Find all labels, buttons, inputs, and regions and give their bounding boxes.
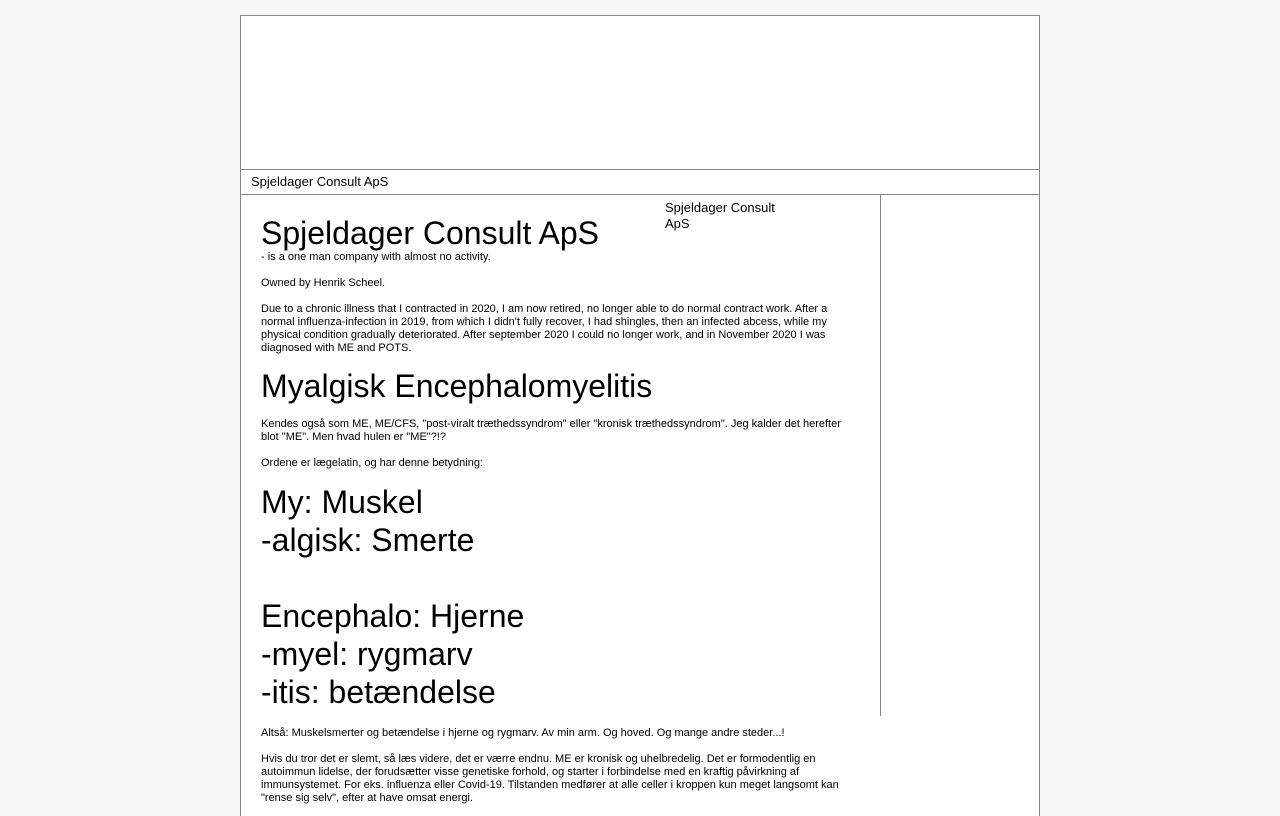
paragraph-aka: Kendes også som ME, ME/CFS, "post-viralt træthedssyndrom" eller "kronisk træthedssyndrom". Jeg kalder det herefter blot "ME". Men hvad hulen er "ME"?!? bbox=[261, 418, 841, 443]
paragraph-details: Hvis du tror det er slemt, så læs videre, det er værre endnu. ME er kronisk og uhelbredelig. Det er formodentlig en autoimmun lidelse, der forudsætter visse genetiske forhold, og starter i forbindelse med en kraftig påvirkning af immunsystemet. For eks. influenza eller Covid-19. Tilstanden medfører at alle celler i kroppen kun meget langsomt kan "rense sig selv", efter at have omsat energi. bbox=[261, 753, 839, 804]
column-divider bbox=[880, 195, 881, 716]
etymology-item: -itis: betændelse bbox=[261, 674, 496, 710]
site-nav-bar bbox=[241, 170, 1039, 195]
etymology-item: -algisk: Smerte bbox=[261, 522, 475, 558]
intro-paragraph: Due to a chronic illness that I contracted in 2020, I am now retired, no longer able to do normal contract work. After a normal influenza-infection in 2019, from which I didn't fully recover, I had shingles, then an infected abcess, while my physical condition gradually deteriorated. After september 2020 I could no longer work, and in November 2020 I was diagnosed with ME and POTS. bbox=[261, 303, 828, 354]
etymology-list bbox=[261, 483, 860, 711]
sidebar bbox=[665, 200, 785, 232]
spacer bbox=[261, 559, 860, 597]
section-heading: Myalgisk Encephalomyelitis bbox=[261, 368, 653, 404]
header-banner bbox=[241, 16, 1039, 170]
page-container bbox=[240, 15, 1040, 816]
nav-item-home[interactable]: Spjeldager Consult ApS bbox=[251, 174, 389, 189]
etymology-item: -myel: rygmarv bbox=[261, 636, 473, 672]
etymology-item: Encephalo: Hjerne bbox=[261, 598, 525, 634]
etymology-item: My: Muskel bbox=[261, 484, 423, 520]
paragraph-latin: Ordene er lægelatin, og har denne betydning: bbox=[261, 457, 483, 469]
main-content bbox=[241, 195, 880, 816]
page-title: Spjeldager Consult ApS bbox=[261, 215, 599, 251]
sidebar-item[interactable]: Spjeldager Consult ApS bbox=[665, 200, 775, 231]
owner-line: Owned by Henrik Scheel. bbox=[261, 277, 386, 289]
tagline: - is a one man company with almost no activity. bbox=[261, 251, 491, 263]
paragraph-summary: Altså: Muskelsmerter og betændelse i hjerne og rygmarv. Av min arm. Og hoved. Og mange andre steder...! bbox=[261, 727, 785, 739]
